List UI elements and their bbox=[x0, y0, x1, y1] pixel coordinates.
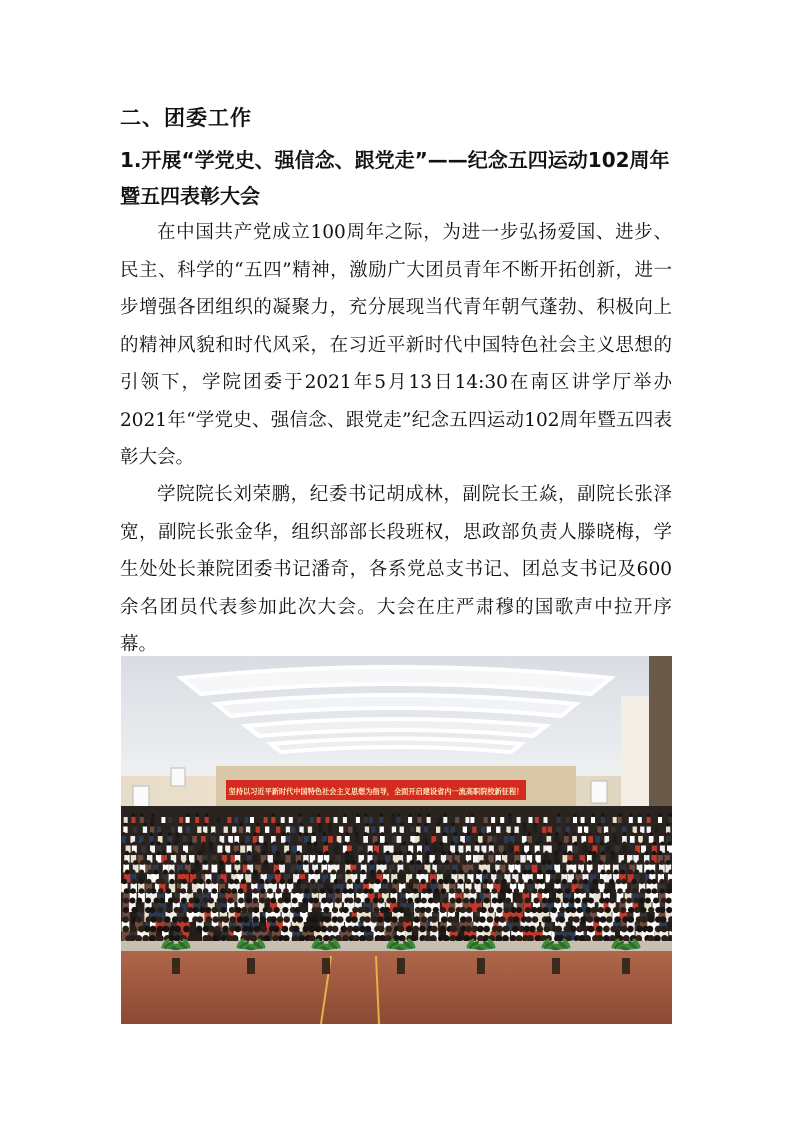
paragraph-1: 在中国共产党成立100周年之际，为进一步弘扬爱国、进步、民主、科学的“五四”精神，激励广大团员青年不断开拓创新，进一步增强各团组织的凝聚力，充分展现当代青年朝气蓬勃、积极向上的精神风貌和时代风采，在习近平新时代中国特色社会主义思想的引领下，学院团委于2021年5月13日14:30在南区讲学厅举办2021年“学党史、强信念、跟党走”纪念五四运动102周年暨五四表彰大会。 bbox=[120, 222, 672, 468]
event-photo bbox=[121, 656, 672, 1024]
article-title: 1.开展“学党史、强信念、跟党走”——纪念五四运动102周年暨五四表彰大会 bbox=[120, 148, 670, 208]
section-title: 二、团委工作 bbox=[120, 106, 252, 130]
wooden-floor bbox=[121, 951, 672, 1024]
paragraph-2: 学院院长刘荣鹏，纪委书记胡成林，副院长王焱，副院长张泽宽，副院长张金华，组织部部长段班权，思政部负责人滕晓梅，学生处处长兼院团委书记潘奇，各系党总支书记、团总支书记及600余名团员代表参加此次大会。大会在庄严肃穆的国歌声中拉开序幕。 bbox=[120, 484, 672, 655]
banner-text: 坚持以习近平新时代中国特色社会主义思想为指导，全面开启建设省内一流高职院校新征程！ bbox=[228, 787, 524, 796]
